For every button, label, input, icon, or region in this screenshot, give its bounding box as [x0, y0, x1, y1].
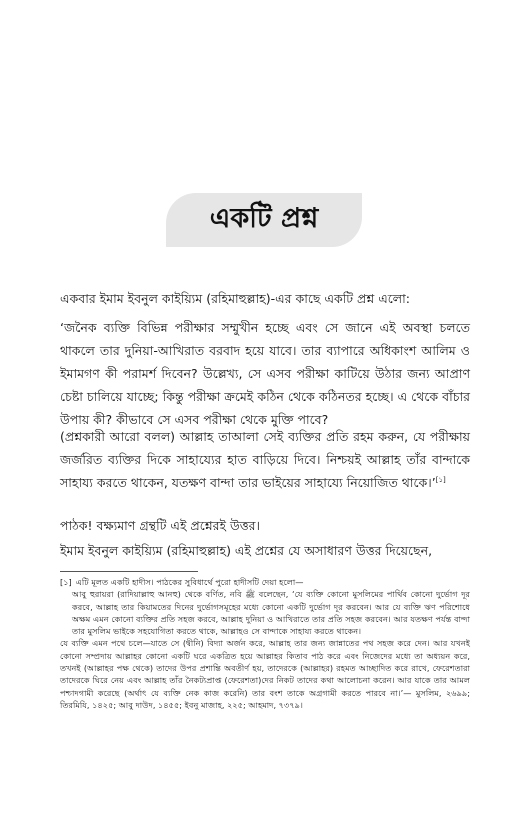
question-paragraph: ‘জনৈক ব্যক্তি বিভিন্ন পরীক্ষার সম্মুখীন হচ্ছে এবং সে জানে এই অবস্থা চলতে থাকলে তার দুনিয়া-আখিরাত বরবাদ হয়ে যাবে। তার ব্যাপারে অধিকাংশ আলিম ও ইমামগণ কী পরামর্শ দিবেন? উল্লেখ্য, সে এসব পরীক্ষা কাটিয়ে উঠার জন্য আপ্রাণ চেষ্টা চালিয়ে যাচ্ছে; কিন্তু পরীক্ষা ক্রমেই কঠিন থেকে কঠিনতর হচ্ছে। এ থেকে বাঁচার উপায় কী? কীভাবে সে এসব পরীক্ষা থেকে মুক্তি পাবে?	[60, 320, 470, 427]
footnote-label: [১]	[60, 577, 72, 587]
footnote-lead: এটি মূলত একটি হাদীস। পাঠকের সুবিধার্থে পুরো হাদীসটি দেয়া হলো—	[75, 577, 304, 587]
chapter-title-box	[166, 193, 362, 247]
footnote-lead-line	[60, 576, 470, 588]
question-continued-text: (প্রশ্নকারী আরো বলল) আল্লাহ তাআলা সেই ব্যক্তির প্রতি রহম করুন, যে পরীক্ষায় জর্জরিত ব্যক্তির দিকে সাহায্যের হাত বাড়িয়ে দিবে। নিশ্চয়ই আল্লাহ তাঁর বান্দাকে সাহায্য করতে থাকেন, যতক্ষণ বান্দা তার ভাইয়ের সাহায্যে নিয়োজিত থাকে।’	[60, 429, 470, 490]
question-continued-paragraph	[60, 425, 470, 494]
footnote-hadith-part-2: যে ব্যক্তি এমন পথে চলে—যাতে সে (দ্বীনি) বিদ্যা অর্জন করে, আল্লাহ তার জন্য জান্নাতের পথ সহজ করে দেন। আর যখনই কোনো সম্প্রদায় আল্লাহর কোনো একটি ঘরে একত্রিত হয়ে আল্লাহর কিতাব পাঠ করে এবং নিজেদের মধ্যে তা অধ্যয়ন করে, তখনই (আল্লাহর পক্ষ থেকে) তাদের উপর প্রশান্তি অবতীর্ণ হয়, তাদেরকে (আল্লাহর) রহমত আচ্ছাদিত করে রাখে, ফেরেশতারা তাদেরকে ঘিরে নেয় এবং আল্লাহ তাঁর নৈকট্যপ্রাপ্ত (ফেরেশতা)দের নিকট তাদের কথা আলোচনা করেন। আর যাকে তার আমল পশ্চাদগামী করেছে (অর্থাৎ যে ব্যক্তি নেক কাজ করেনি) তার বংশ তাকে অগ্রগামী করতে পারবে না।’— মুসলিম, ২৬৯৯; তিরমিযি, ১৪২৫; আবু দাউদ, ১৪৫৫; ইবনু মাজাহ, ২২৫; আহমাদ, ৭৩৭৯।	[60, 638, 470, 710]
chapter-title: একটি প্রশ্ন	[209, 202, 319, 234]
footnote-divider	[60, 571, 198, 572]
intro-paragraph: একবার ইমাম ইবনুল কাইয়্যিম (রহিমাহুল্লাহ)-এর কাছে একটি প্রশ্ন এলো:	[60, 291, 410, 306]
footnote-hadith-part-1: আবু হুরায়রা (রাদিয়াল্লাহু আনহু) থেকে বর্ণিত, নবি ﷺ বলেছেন, ‘যে ব্যক্তি কোনো মুসলিমের পার্থিব কোনো দুর্ভোগ দূর করবে, আল্লাহ তার কিয়ামতের দিনের দুর্ভোগসমূহের মধ্যে কোনো একটি দুর্ভোগ দূর করবেন। আর যে ব্যক্তি ঋণ পরিশোধে অক্ষম এমন কোনো ব্যক্তির প্রতি সহজ করবে, আল্লাহ দুনিয়া ও আখিরাতে তার প্রতি সহজ করবেন। আর যতক্ষণ পর্যন্ত বান্দা তার মুসলিম ভাইকে সহযোগিতা করতে থাকে, আল্লাহও সে বান্দাকে সাহায্য করতে থাকেন।	[72, 589, 470, 637]
footnotes	[60, 576, 470, 711]
reader-note-paragraph: পাঠক! বক্ষ্যমাণ গ্রন্থটি এই প্রশ্নেরই উত্তর।	[60, 518, 261, 533]
answer-intro-line: ইমাম ইবনুল কাইয়্যিম (রহিমাহুল্লাহ) এই প্রশ্নের যে অসাধারণ উত্তর দিয়েছেন,	[60, 543, 433, 558]
footnote-reference[interactable]: [১]	[435, 475, 446, 484]
